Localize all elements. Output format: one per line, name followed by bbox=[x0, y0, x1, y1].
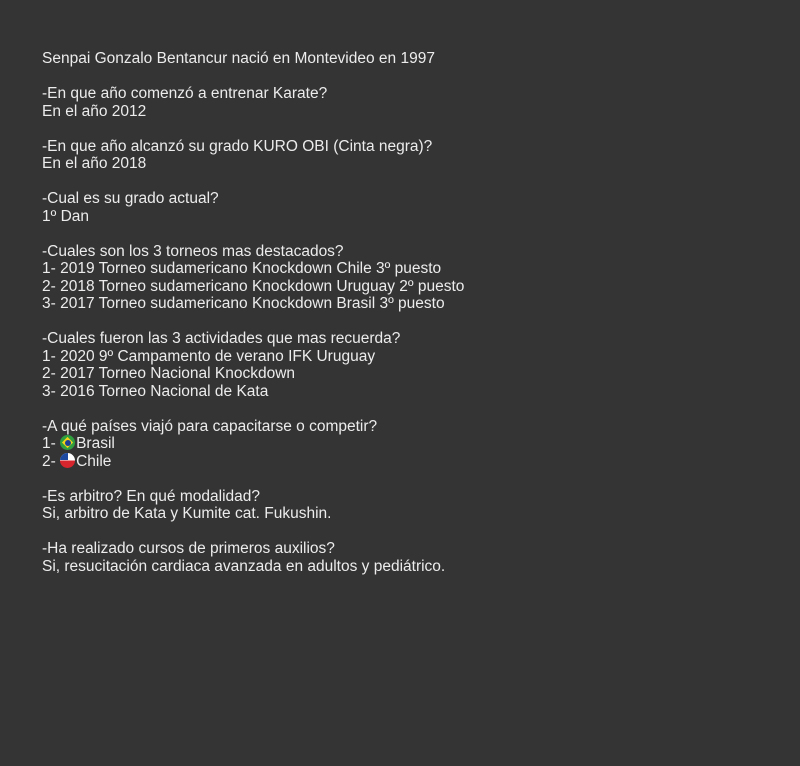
activity-item: 2- 2017 Torneo Nacional Knockdown bbox=[42, 365, 296, 382]
question-current-grade: -Cual es su grado actual? bbox=[42, 190, 219, 207]
intro-line: Senpai Gonzalo Bentancur nació en Montevideo en 1997 bbox=[42, 50, 435, 67]
answer-current-grade: 1º Dan bbox=[42, 207, 90, 225]
question-referee: -Es arbitro? En qué modalidad? bbox=[42, 487, 260, 505]
question-black-belt: -En que año alcanzó su grado KURO OBI (Cinta negra)? bbox=[42, 137, 433, 155]
tournament-item: 3- 2017 Torneo sudamericano Knockdown Brasil 3º puesto bbox=[42, 295, 445, 312]
question-start-training: -En que año comenzó a entrenar Karate? bbox=[42, 85, 328, 102]
answer-start-training: En el año 2012 bbox=[42, 102, 147, 120]
spacer bbox=[42, 120, 782, 138]
spacer bbox=[42, 470, 782, 488]
spacer bbox=[42, 523, 782, 541]
spacer bbox=[42, 313, 782, 331]
country-name: Brasil bbox=[76, 435, 115, 452]
tournament-item: 1- 2019 Torneo sudamericano Knockdown Chile 3º puesto bbox=[42, 260, 442, 277]
question-top-tournaments: -Cuales son los 3 torneos mas destacados? bbox=[42, 242, 344, 260]
answer-referee: Si, arbitro de Kata y Kumite cat. Fukushin. bbox=[42, 505, 332, 522]
country-item bbox=[42, 453, 782, 471]
country-prefix: 1- bbox=[42, 435, 61, 452]
country-item bbox=[42, 435, 782, 453]
bio-text bbox=[42, 50, 782, 575]
chile-flag-icon bbox=[60, 453, 75, 468]
brazil-flag-icon bbox=[60, 435, 75, 450]
country-prefix: 2- bbox=[42, 452, 61, 470]
activity-item: 1- 2020 9º Campamento de verano IFK Uruguay bbox=[42, 347, 376, 365]
activity-item: 3- 2016 Torneo Nacional de Kata bbox=[42, 382, 269, 400]
spacer bbox=[42, 68, 782, 86]
tournament-item: 2- 2018 Torneo sudamericano Knockdown Uruguay 2º puesto bbox=[42, 277, 465, 295]
spacer bbox=[42, 225, 782, 243]
question-countries-traveled: -A qué países viajó para capacitarse o competir? bbox=[42, 417, 378, 435]
spacer bbox=[42, 173, 782, 191]
answer-black-belt: En el año 2018 bbox=[42, 155, 147, 172]
question-first-aid: -Ha realizado cursos de primeros auxilios? bbox=[42, 540, 335, 557]
question-memorable-activities: -Cuales fueron las 3 actividades que mas recuerda? bbox=[42, 330, 401, 347]
answer-first-aid: Si, resucitación cardiaca avanzada en adultos y pediátrico. bbox=[42, 557, 446, 575]
country-name: Chile bbox=[76, 452, 112, 470]
spacer bbox=[42, 400, 782, 418]
